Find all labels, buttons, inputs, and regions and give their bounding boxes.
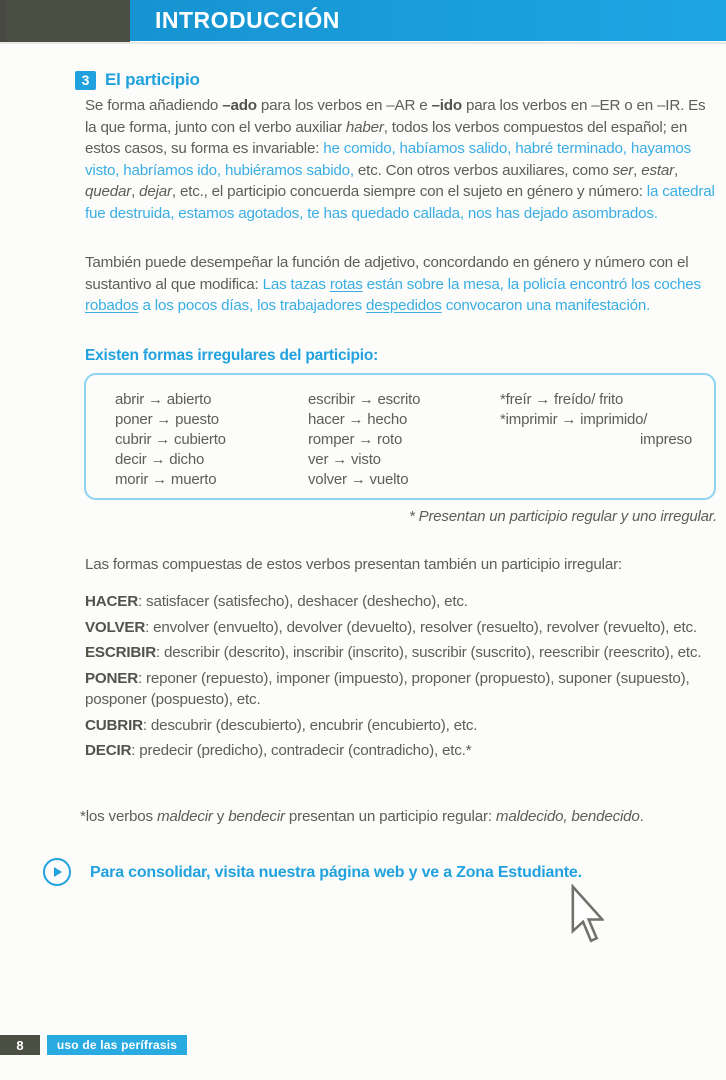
compound-verb-name: VOLVER xyxy=(85,618,146,636)
irregular-form: morir → muerto xyxy=(115,471,217,488)
irregular-forms-heading: Existen formas irregulares del participio: xyxy=(85,347,379,364)
compound-verb-name: CUBRIR xyxy=(85,716,143,734)
irregular-form: decir → dicho xyxy=(115,451,205,468)
compound-verb-name: HACER xyxy=(85,593,139,610)
page-number-box: 8 xyxy=(0,1035,40,1055)
section-title: El participio xyxy=(105,70,200,89)
compound-verb-entry xyxy=(85,642,719,664)
banner-shadow xyxy=(0,42,726,44)
footer-section-label: uso de las perífrasis xyxy=(47,1035,187,1055)
irregular-form: abrir → abierto xyxy=(115,391,212,408)
section-number-badge: 3 xyxy=(75,71,96,90)
web-cta-text: Para consolidar, visita nuestra página web y ve a Zona Estudiante. xyxy=(90,864,582,881)
irregular-column-2 xyxy=(308,390,420,490)
compound-verb-derivatives: : reponer (repuesto), imponer (impuesto), proponer (propuesto), suponer (supuesto), posponer (pospuesto), etc. xyxy=(85,669,690,708)
chapter-banner xyxy=(130,0,726,41)
maldecir-bendecir-footnote: *los verbos maldecir y bendecir presentan un participio regular: maldecido, bendecido. xyxy=(80,808,644,825)
compound-verb-entry xyxy=(85,617,719,639)
compound-verb-derivatives: : descubrir (descubierto), encubrir (encubierto), etc. xyxy=(142,716,478,734)
participle-formation-paragraph: Se forma añadiendo –ado para los verbos en –AR e –ido para los verbos en –ER o en –IR. Es la que forma, junto con el verbo auxiliar haber, todos los verbos compuestos del español; en estos casos, su forma es invariable: he comido, habíamos salido, habré terminado, hayamos visto, habríamos ido, hubiéramos sabido, etc. Con otros verbos auxiliares, como ser, estar, quedar, dejar, etc., el participio concuerda siempre con el sujeto en género y número: la catedral fue destruida, estamos agotados, te has quedado callada, nos has dejado asombrados. xyxy=(85,97,715,222)
irregular-box-footnote: * Presentan un participio regular y uno irregular. xyxy=(409,508,717,525)
header-olive-block xyxy=(0,0,130,42)
compound-verb-derivatives: : envolver (envuelto), devolver (devuelto), resolver (resuelto), revolver (revuelto), etc. xyxy=(145,618,697,636)
compound-verbs-list xyxy=(85,591,719,766)
irregular-form: ver → visto xyxy=(308,451,381,468)
irregular-forms-box xyxy=(84,373,716,500)
compound-verb-name: DECIR xyxy=(85,742,132,759)
compound-verbs-intro: Las formas compuestas de estos verbos presentan también un participio irregular: xyxy=(85,556,622,573)
compound-verb-name: ESCRIBIR xyxy=(85,644,156,661)
irregular-form: cubrir → cubierto xyxy=(115,431,226,448)
irregular-form: volver → vuelto xyxy=(308,471,409,488)
irregular-form: hacer → hecho xyxy=(308,411,408,428)
compound-verb-derivatives: : describir (descrito), inscribir (inscrito), suscribir (suscrito), reescribir (reescrito), etc. xyxy=(155,644,702,661)
compound-verb-derivatives: : predecir (predicho), contradecir (contradicho), etc.* xyxy=(131,742,472,759)
irregular-form: escribir → escrito xyxy=(308,391,421,408)
compound-verb-name: PONER xyxy=(85,669,139,687)
chapter-title: INTRODUCCIÓN xyxy=(155,7,340,33)
compound-verb-entry xyxy=(85,591,719,613)
compound-verb-entry xyxy=(85,715,719,737)
irregular-form: *freír → freído/ frito xyxy=(500,391,624,408)
play-icon xyxy=(43,858,71,886)
irregular-form: impreso xyxy=(640,431,692,448)
adjective-function-paragraph: También puede desempeñar la función de adjetivo, concordando en género y número con el sustantivo al que modifica: Las tazas rotas están sobre la mesa, la policía encontró los coches robados a los pocos días, los trabajadores despedidos convocaron una manifestación. xyxy=(85,254,701,314)
play-triangle-icon xyxy=(54,867,62,877)
mouse-cursor-icon xyxy=(570,884,604,946)
compound-verb-derivatives: : satisfacer (satisfecho), deshacer (deshecho), etc. xyxy=(138,593,468,610)
compound-verb-entry xyxy=(85,668,719,711)
irregular-form: romper → roto xyxy=(308,431,403,448)
section-heading xyxy=(75,70,200,90)
page-scan-edge xyxy=(0,0,6,42)
compound-verb-entry xyxy=(85,740,719,762)
irregular-column-3 xyxy=(500,390,692,450)
irregular-form: *imprimir → imprimido/ xyxy=(500,411,648,428)
irregular-form: poner → puesto xyxy=(115,411,219,428)
irregular-column-1 xyxy=(115,390,226,490)
